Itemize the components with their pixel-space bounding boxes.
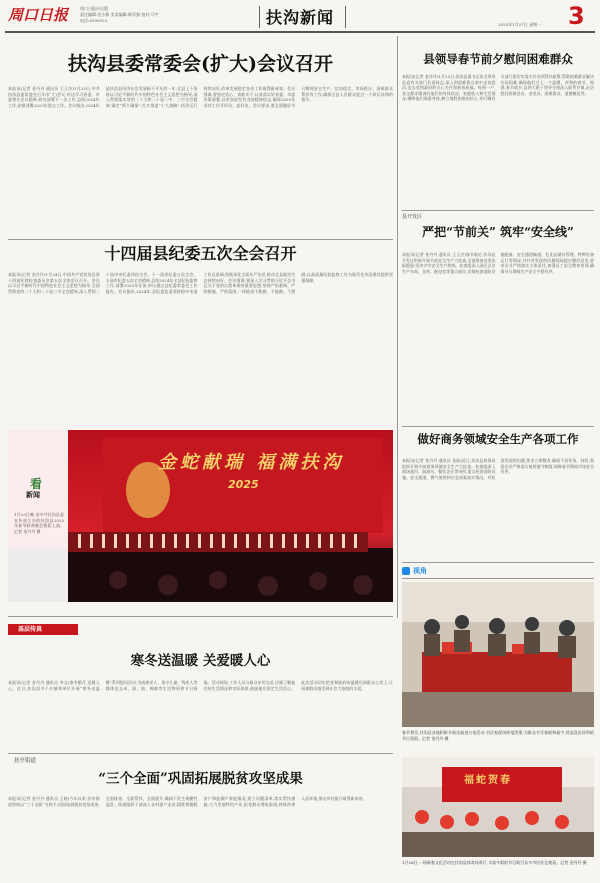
article-body: 本报讯(记者 金丹丹 通讯员 王玉杰)1月23日,中共扶沟县委常委会召开(扩大)会议,传达学习省委、市委相关会议精神,研究部署下一步工作,总结2024年工作,安排部署2025年重点工作。会议指出,2024年是扶沟县经济社会发展极不平凡的一年,全县上下坚持以习近平新时代中国特色社会主义思想为指导,深入贯彻落实党的二十大和二十届二中、三中全会精神,锚定“两个确保”,扎实推进“十大战略”,经济运行持续向好,改革发展稳定各项工作取得新成效。会议强调,要坚定信心、真抓实干,认真落实好省委、市委决策部署,以更加奋发有为的精神状态,确保2025年各项工作开好局、起好步。会议要求,要全面做好节日期间安全生产、信访稳定、市场供应、困难群众帮扶等工作,确保全县人民群众度过一个欢乐祥和的春节。 bbox=[8, 86, 393, 108]
new-year-event-photo bbox=[402, 757, 594, 857]
photo-caption: 春节将至,扶沟县各地积极开展送福进万家活动,书法家现场挥毫泼墨,为群众书写春联和福字,营造喜庆祥和的节日氛围。记者 金丹丹 摄 bbox=[402, 730, 594, 741]
photo-caption: 1月23日晚,由中共扶沟县委宣传部主办的扶沟县2025年春节联欢晚会精彩上演。记者 金丹丹 摄 bbox=[14, 512, 64, 534]
photo-caption: 1月26日,一场新春文化活动在扶沟县体育场举行,丰富多彩的节目吸引众多市民驻足观看。记者 金丹丹 摄 bbox=[402, 860, 587, 865]
camera-icon bbox=[402, 567, 410, 575]
article-headline: 县领导春节前夕慰问困难群众 bbox=[423, 52, 573, 66]
article-body: 本报讯(记者 金丹丹 通讯员 张丽)近日,扶沟县商务局组织开展节前商务领域安全生产大检查。检查组深入商场超市、加油站、餐饮企业等场所,重点检查消防设施、安全通道、燃气使用和应急预案落实情况。对检查发现的问题,要求立即整改,确保不留死角。同时,督促企业严格落实值班值守制度,保障春节期间市场安全有序。 bbox=[402, 458, 594, 480]
section-divider-left bbox=[259, 6, 260, 28]
article-headline: 寒冬送温暖 关爱暖人心 bbox=[130, 653, 271, 669]
divider bbox=[402, 426, 594, 427]
article-headline: “三个全面”巩固拓展脱贫攻坚成果 bbox=[98, 771, 303, 787]
news-badge-bottom: 新闻 bbox=[26, 490, 40, 499]
section-tag-label: 视角 bbox=[413, 566, 427, 575]
article-body: 本报讯(记者 金丹丹 通讯员 王玉杰)春节临近,扶沟县开发区积极开展节前安全生产大检查,全面排查各类风险隐患,坚决守牢安全生产底线。检查组深入园区企业生产车间、仓库、配电室等重点部位,详细检查消防设施配备、安全通道畅通、危化品储存管理、特种设备运行等情况,并针对发现的问题现场提出整改意见,要求企业严格落实主体责任,加强员工安全教育培训,确保节日期间生产安全平稳有序。 bbox=[402, 252, 594, 274]
gala-year: 2025 bbox=[228, 478, 259, 491]
article-body: 本报讯(记者 金丹丹 通讯员 李文)寒冬腊月,送暖入心。近日,扶沟县多个乡镇和单位开展“寒冬送温暖”系列慰问活动,为困难老人、留守儿童、残疾人等群体送去米、面、油、棉被等生活物资和节日祝福。活动现场,工作人员与群众亲切交谈,详细了解他们的生活情况和实际困难,鼓励他们坚定生活信心。此次活动切实把党和政府的温暖送到群众心坎上,让困难群众感受到社会大家庭的关爱。 bbox=[8, 680, 393, 691]
article-headline: 做好商务领域安全生产各项工作 bbox=[417, 432, 579, 446]
divider bbox=[8, 239, 393, 240]
news-badge-top: 看 bbox=[30, 477, 43, 491]
article-kicker bbox=[8, 624, 78, 635]
article-headline: 十四届县纪委五次全会召开 bbox=[104, 244, 297, 263]
masthead-meta-line2: 责任编辑:范小静 美术编辑:路军强 校对:马宇 bbox=[80, 12, 159, 17]
article-kicker-label: 基层传真 bbox=[18, 626, 43, 633]
section-title: 扶沟新闻 bbox=[266, 8, 335, 27]
masthead-meta-line1: 周口日报社出版 bbox=[80, 6, 108, 11]
news-badge bbox=[8, 430, 68, 602]
calligraphy-photo bbox=[402, 582, 594, 727]
column-divider bbox=[397, 36, 398, 618]
article-headline: 扶沟县委常委会(扩大)会议召开 bbox=[68, 53, 333, 75]
divider bbox=[402, 562, 594, 563]
newspaper-logo: 周口日报 bbox=[8, 6, 69, 24]
article-kicker: 扶亭街道 bbox=[14, 758, 37, 764]
article-body: 本报讯(记者 金丹丹)1月24日,中国共产党扶沟县第十四届纪律检查委员会第五次全体会议召开。会议以习近平新时代中国特色社会主义思想为指导,全面贯彻党的二十大和二十届三中全会精神,深入贯彻二十届中央纪委四次全会、十一届省纪委五次全会、五届市纪委五次全会精神,总结2024年全县纪检监察工作,部署2025年任务,审议通过县纪委常委会工作报告。会议指出,2024年,县纪委监委坚持稳中求进工作总基调,持续深化全面从严治党,推动全县政治生态持续向好。会议强调,要深入学习贯彻习近平总书记关于党的自我革命的重要思想,坚持严的基调、严的措施、严的氛围,一体推进不敢腐、不能腐、不想腐,以高质量纪检监察工作为现代化扶沟建设提供坚强保障。 bbox=[8, 272, 393, 294]
article-kicker: 县开发区 bbox=[402, 214, 423, 220]
calligraphy-image bbox=[402, 582, 594, 727]
masthead-meta-line3: 电话:6199923 bbox=[80, 18, 108, 23]
article-body: 本报讯(记者 金丹丹)1月22日,扶沟县委书记张全带领县直有关部门负责同志,深入到困难群众家中走访慰问,送去党和政府的关心关怀和新春祝福。每到一户,张全都详细询问他们的身体状况、家庭收入和生活情况,嘱咐他们保重身体,树立战胜困难的信心,并叮嘱有关部门要切实落实好各项帮扶政策,帮助困难群众解决实际困难,确保他们过上一个温暖、祥和的春节。据悉,春节前夕,县四大班子领导分别深入联系乡镇,走访慰问困难党员、老党员、困难群众、道德模范等。 bbox=[402, 74, 594, 102]
page-number: 3 bbox=[568, 2, 585, 30]
event-banner-text: 福蛇贺春 bbox=[464, 775, 512, 786]
issue-date: 2025年1月27日 星期一 bbox=[498, 22, 542, 27]
article-body: 本报讯(记者 金丹丹 通讯员 王晓)今年以来,扶亭街道坚持以“三个全面”为抓手,巩固拓展脱贫攻坚成果,全面排查、全面帮扶、全面提升,确保不发生规模性返贫。街道组织干部深入各村逐户走访,精准掌握脱贫户和监测户家庭情况,建立问题清单,落实帮扶措施;大力发展特色产业,拓宽群众增收渠道;持续改善人居环境,推动乡村振兴取得新成效。 bbox=[8, 796, 367, 807]
divider bbox=[402, 210, 594, 211]
divider bbox=[8, 753, 393, 754]
article-headline: 严把“节前关” 筑牢“安全线” bbox=[422, 225, 574, 239]
gala-banner-text: 金蛇献瑞 福满扶沟 bbox=[158, 452, 345, 473]
masthead-rule bbox=[5, 31, 595, 33]
section-tag bbox=[402, 566, 594, 579]
gala-photo bbox=[8, 430, 393, 602]
divider bbox=[8, 616, 393, 617]
section-divider-right bbox=[345, 6, 346, 28]
